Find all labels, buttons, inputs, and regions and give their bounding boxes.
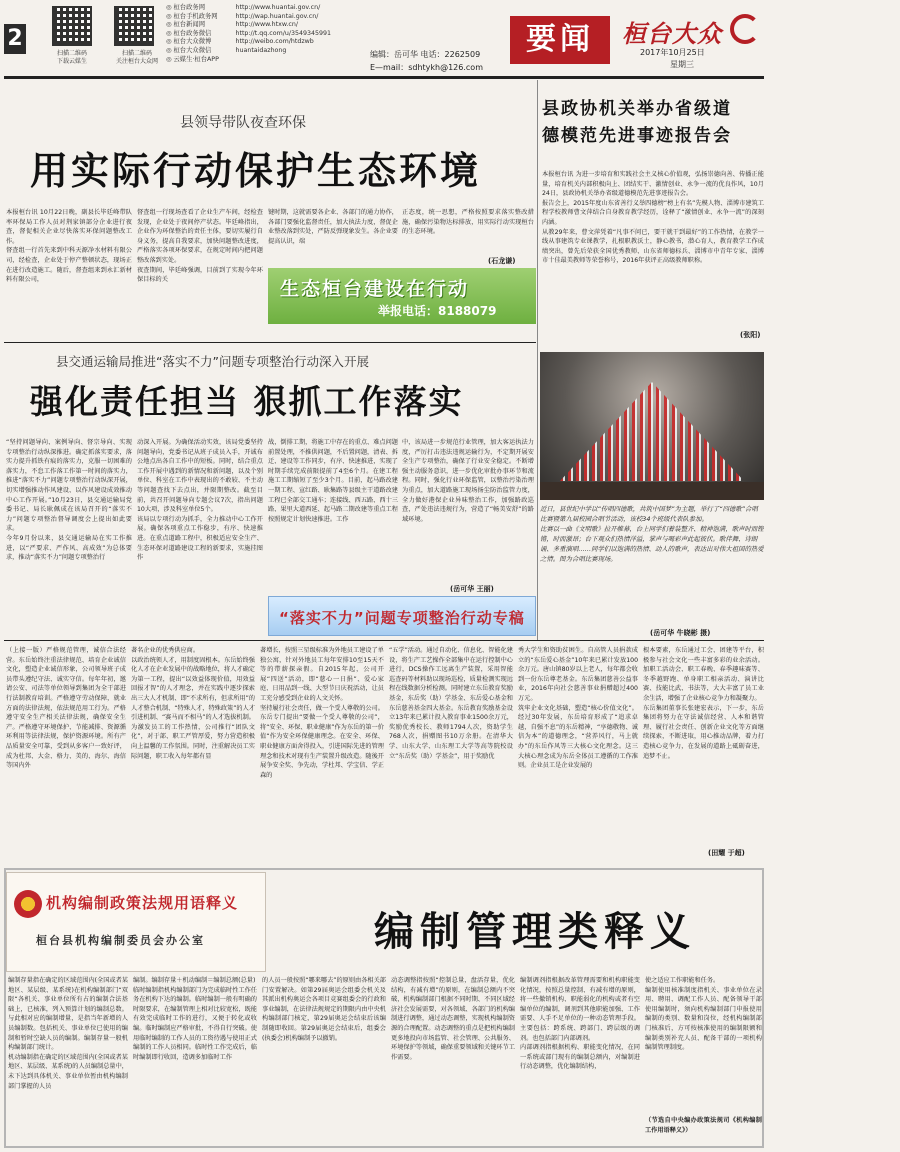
editor-email[interactable]: E—mail：sdhtykh@126.com [370,63,483,72]
media-link[interactable]: ◎ 云媒生·桓台APP [166,55,219,63]
article1-byline: (石龙谦) [488,257,516,265]
article4-col2: 著名企业的优秀供应商。 以政治统领人才，用制度固根本。东岳始终强化人才在企业发展中的战略地位，将人才确定为第一工程，提出“以效益体现价值，用效益回报才智”的人才理念，并在实践中逐步探索出三大人才机制、即“不求所有，但求所用”的人才整合机制、“特殊人才，特殊政策”的人才引进机制、“赛马而不相马”的人才选拔机制。为激发员工的工作热情，公司推行“团队文化”，对于部、职工严管厚爱，努力营造积极向上温馨的工作氛围。同时，注重解决员工实际问题，职工收入每年都有显 [131,647,255,760]
qr-code-icon [52,6,92,46]
link-url[interactable]: http://www.htxw.cn/ [235,21,298,29]
article3-byline: (张阳) [740,331,761,339]
link-name: 云媒生·桓台APP [173,55,219,63]
stage-figure [540,482,764,500]
article1-col3: 键时期，这就需要各企业、各部门的通力协作，各部门要强化监督责任，加大执法力度，督促企业整改落到实处，严防反弹现象发生。各企业要提高认识，端 [268,209,398,245]
media-link[interactable]: ◎ 桓台政务网 http://www.huantai.gov.cn/ [166,4,321,11]
link-url[interactable]: huantaidazhong [235,46,287,54]
media-link[interactable]: ◎ 桓台新闻网 http://www.htxw.cn/ [166,21,298,29]
article2-byline: (岳可华 王丽) [450,585,494,593]
special-banner-title: “落实不力”问题专项整治行动专稿 [279,609,525,627]
article4-byline: (田耀 于超) [708,849,745,857]
column-divider [537,80,538,640]
article5-col4: 动态调整指按照“控制总量，盘活存量，优化结构，有减有增”的原则，在编制总额内不突破，机构编制部门根据不同时期、不同区域经济社会发展需要，对各领域、各部门的机构编制进行调整，通过动态调整，实现机构编制资源的合理配置。动态调整的重点是把机构编制更多地投向市场监管、社会管理、公共服务、环境保护等领域，确保重要领域和关键环节工作需要。 [391,977,515,1061]
link-name: 桓台政务网 [173,4,205,11]
eco-campaign-banner [268,268,536,324]
brand-logo-icon [730,14,760,44]
media-links [166,4,331,64]
article1-col1: 本报桓台讯 10月22日晚，副县长毕廷峰带队率环保局工作人员对荆家镇部分企业进行夜查，督促相关企业尽快落实环保问题整改工作。 督查组一行首先来到中科天源净水材料有限公司，经检查，企业处于停产整顿状态，现场正在进行改造施工。随后，督查组来到永汇新材料有限公司， [6,209,132,284]
divider [4,640,764,641]
article1-col4: 正态度，统一思想，严格按照要求落实整改措施，确保污染物达标排放，用实际行动实现桓台的生态环境。 [402,209,534,236]
masthead-brand: 桓台大众 [622,19,722,48]
campaign-special-banner [268,596,536,636]
article4-col5: 秀大学生和资助贫困生。自高管人员捐款成立的“东岳爱心基金”10年来已累计发放100余万元。唐山镇80岁以上老人，每年都会收到一份东岳尊老基金。东岳集团慈善公益事业，2016年向社会慈善事业捐赠超过400万元。 筑牢企业文化基础，塑造“核心价值文化”。经过30年发展，东岳培育形成了“追求卓越，自强不息”的东岳精神，“享德敬物、诚信为本”的道德理念，“营养风行，马上就办”的东岳作风等三大核心文化理念。这三大核心理念成为东岳全体员工遵循的工作准则。企业员工是企业发展的 [518,647,638,770]
article4-col1: （上接一版）严格规范管理，诚信合法经营。东岳始终注重法律规范、培育企业诚信文化，塑造企业诚信形象，公司领导班子成员带头遵纪守法、诚实守信。每年年初，邀请公安、司法等单位领导到集团为全干部进行法制教育培训。严格遵守劳动保障，就业方面的法律法规，依法规范用工行为。严格遵守安全生产相关法律法规，确保安全生产。严格遵守环境保护、节能减排、资源循环利用等法律法规，保护资源环境。所有产品质量安全可靠，受到从多客户一致好评，成为杜邦、大金、格力、美的、海尔、海信等国内外 [6,647,126,770]
article2-headline: 强化责任担当 狠抓工作落实 [30,382,464,421]
link-name: 桓台新闻网 [173,21,205,29]
article1-headline: 用实际行动保护生态环境 [30,148,482,193]
media-link[interactable]: ◎ 桓台大众微信 huantaidazhong [166,46,287,54]
article5-col3: 的人员一般按照“哪来哪去”的原则由各相关部门安置解决。如第29届奥运会组委会机关及其派出机构奥运会各项目竞赛组委会的行政和事业编制，在法律法规规定的期限内由中央机构编制部门核定，第29届奥运会结束后该编制随即收回。第29届奥运会结束后，组委会(执委会)机构编制予以撤销。 [262,977,386,1042]
article3-body: 本报桓台讯 为进一步培育和实践社会主义核心价值观，弘扬崇德向善、传播正能量，培育机关内部积极向上、团结实干、激情创业、永争一流的优良作风，10月24日，县政协机关举办省级道德模范先进事迹报告会。 报告会上，2015年度山东省善行义举四德榜“榜上有名”先模人物、淄博市建筑工程学校教师曹文萍结合自身教育教学经历，诠释了“激情创业、永争一流”的深刻内涵。 从教29年来，曹文萍凭着“凡事不问已，要干就干到最好”的工作热情，在教学一线从事建筑专业课教学，扎根职教沃土，静心教书，潜心育人，教育教学工作成绩突出，曾先后荣获全国优秀教师、山东省师德标兵、淄博市中青年专家、淄博市十佳最美教师等荣誉称号，2016年获评正高级教师职称。 [542,171,764,265]
article3-headline-line1: 县政协机关举办省级道 [542,99,732,119]
article2-col3: 战，倒排工期，将施工中存在的重点、难点问题前置处理，不推供问题，不后置问题，清表、拆迁、建设等工作同步，有序、快速推进，实现了时期手续完成前限提前了4至6个月。在建工程施工工期缩短了至少3个月。目前，起马路改建一期工程、宣红路、耿集路等县级主干道路改建工程已全部交工通车；连接线、西五路、西十三路、果里大道西延、起马路二期改建等重点工程按照规定计划快速推进。工作 [268,439,398,523]
article2-kicker: 县交通运输局推进“落实不力”问题专项整治行动深入开展 [56,354,369,369]
photo-byline: (岳可华 牛晓彬 摄) [650,629,711,637]
policy-notice-box [6,872,266,972]
article2-col2: 动深入开展。为确保活动实效，该局党委坚持问题导向，党委书记从班子成员入手，开诚布公地点出各自工作中的短板。同时，结合重点工作开展中遇到的新情况和新问题，以及个别单位、科室在工作中表现出的不敢较、不主动等问题查找下去点出，并限期整改。截至目前，共召开问题导向专题会议7次，指出问题10大项，涉及科室单位5个。 该局以专项行动为抓手，全力推动中心工作开展。确保各项重点工作稳步，有序、快速推进。在重点道路工程中，积极适应安全生产、生态环保对道路建设工程的新要求，实施挂图作 [137,439,263,562]
article5-headline: 编制管理类释义 [374,908,696,955]
qr-code-icon [114,6,154,46]
eco-banner-title: 生态桓台建设在行动 [280,278,470,300]
editor-line: 编辑：岳可华 电话：2262509 [370,50,481,59]
link-url[interactable]: http://t.qq.com/u/3549345991 [235,29,332,37]
article5-byline: （节选自中央编办政策法规司《机构编制工作用语释义》） [645,1117,762,1134]
article5-col6: 使之适应工作职能和任务。 编制使用核准制度指机关、事业单位在录用、聘用、调配工作人员、配备领导干部使用编制时，须向机构编制部门申报使用编制的类别、数量和岗位，经机构编制部门核准后，方可按核准使用的编制限额和编制类别补充人员、配备干部的一项机构编制管理制度。 [645,977,762,1052]
qr-code-follow[interactable] [114,6,154,46]
section-label: 要闻 [510,16,610,64]
article2-col1: “坚持问题导向、案例导向、督宗导向、实现专项整治行动纵深推进。确定抓落实要求，落实力提升抓铁有痕的落实力，克服一切困难的落实力，不怠工作落工作第一时间的落实力，推进“落实不力”问题专项整治行动纵深开展，切实增强推动作风建设、以作风建设成效推动中心工作开展。”10月23日，县交通运输局党委书记、局长耿佩成在该局召开的“落实不力”问题专项整治督导调度会上提出如此要求。 今年9月份以来，县交通运输局在实工作推进，以“严要求、严作风、高成效”为总体要求，推动“落实不力”问题专项整治行 [6,439,132,562]
link-name: 桓台大众微信 [173,46,212,54]
link-url[interactable]: http://wap.huantai.gov.cn/ [235,12,319,20]
media-link[interactable]: ◎ 桓台手机政务网 http://wap.huantai.gov.cn/ [166,12,319,20]
qr-code-download[interactable] [52,6,92,46]
qr-caption-download: 扫描二维码 下载云媒生 [56,50,87,65]
article3-headline [542,96,732,150]
article5-col1: 编制存量指在确定的区域范围内(全国或者某地区、某层级、某系统)在机构编制部门“双限“各机关、事业单位所有占的编制合法基础上，已核准，列入预算计划的编制总数。与此相对应的编制增量，是指当年新增的人员编制数。包括机关、事业单位已使用的编制和暂时空缺人员的编制。编制存量一般机构编制部门统计。 机动编制指在确定的区域范围内(全国或者某地区、某层级、某系统)的人员编制总量中，未下达到具体机关、事业单位暂由机构编制部门掌握的人员 [8,977,128,1090]
date-text: 2017年10月25日 [640,48,705,57]
qr-caption-follow: 扫描二维码 关注桓台大众网 [115,50,158,65]
article4-col4: “五学”活动。通过自动化、信息化、智能化建设，将生产工艺操作全部集中在运行控制中心进行，DCS操作工远离生产装置，采用智能巡查码等材料助以现场巡检，质量检测实现远程在线数据分析检测。同时建立东岳教育奖励基金，东岳奖（助）学基金、东岳爱心基金和东岳慈善基金四大基金。东岳教育奖励基金设立13年来已累计投入教育事业1500余万元，奖励优秀校长、教师1794人次，资助学生768人次，捐赠图书10万余册。在清华大学、山东大学、山东理工大学等高等院校设立“东岳奖（助）学基金”，用于奖励优 [389,647,513,760]
header-rule [4,76,764,79]
link-name: 桓台手机政务网 [173,12,218,20]
page-number: 2 [4,24,26,54]
article1-kicker: 县领导带队夜查环保 [180,115,306,131]
article5-col2: 编制。编制存量＋机动编制＝编制总额(总量) 临时编制指机构编制部门为完成临时性工作任务在机构下达的编制。临时编制一般有明确的时限要求，在编制管理上相对比较宽松，既能有效完成临时工作的进行，又便于转化或收编。临时编制应严格审批，不得自行突破。使用临时编制的工作人员的工资待遇与使用正式编制的工作人员相同。临时性工作完成后，临时编制即行收回，造调多加临时工作 [133,977,257,1061]
article1-col2: 督查组一行现场查看了企业生产车间，经检查发现，企业处于夜间停产状态。毕廷峰指出，企业作为环保整治的责任主体，要切实履行自身义务，提高自我要求，加快问题整改进度，严格落实各项环保要求，在规定时间内把问题整改落到实处。 夜查期间，毕廷峰强调，目前到了实现今年环保目标的关 [137,209,263,284]
link-name: 桓台大众微博 [173,38,212,46]
link-name: 桓台政务微信 [173,29,212,37]
policy-notice-title: 机构编制政策法规用语释义 [46,894,239,912]
article4-col6: 根本要素，东岳通过工会、团建等平台，积极参与社会文化一些丰富多彩的业余活动。加职工活动会、职工春晚、春季趣味赛等、冬季越野跑、单身职工相亲活动、演讲比赛、技能比武、书法等，大大丰富了员工业余生活，增强了企业核心竞争力和凝聚力。 东岳集团董事长张建宏表示，下一步，东岳集团将努力在守法诚信经营、人本和谐管理、履行社会责任、创新企业文化等方面继续探索，不断进取，用心推动品牌，着力打造核心竞争力，在发展的道路上砥砺奋进，追梦不止。 [643,647,764,760]
eco-banner-hotline: 举报电话：8188079 [378,304,497,318]
article4-col3: 著增长，按照三星级标准为外地员工建设了单独公寓，针对外地员工每年安排10至15天不等的带薪探亲假。自2015年起，公司开展“四送”活动，即“慈心一日捐”、爱心家庭、日用品到一线、大型节日庆祝活动，让员工充分感受到企业的人文关怀。 坚持履行社会责任，做一个受人尊敬的公司。东岳专门提出“要做一个受人尊敬的公司”，将“安全、环保、职业健康”作为东岳的第一价值“作为安全环保健康理念。在安全、环保、职业健康方面舍得投入，引进国际先进的管理理念和技术对现有生产装置升级改造。随後开展争安全奖、争先动，学杜邦、学宝信、学正森的 [260,647,384,779]
issue-date [640,47,705,71]
link-url[interactable]: http://weibo.com/htdzwb [235,38,314,46]
divider [4,342,536,343]
photo-caption: 近日，县世纪中学以“传唱四德歌，共筑中国梦”为主题，举行了“四德歌”合唱比赛暨第九届校园合唱节活动，该校34个班级代表队参加。 比赛以一曲《文明歌》拉开帷幕，台上同学们着装整齐、精神饱满，歌声时而铿锵，时而激昂；台下观众们热情洋溢，掌声与喝彩声此起彼伏。歌伴舞、诗朗诵、多重演唱……同学们以饱满的热情、动人的歌声，表达出对伟大祖国的热爱之情。图为合唱比赛现场。 [540,505,764,563]
article3-headline-line2: 德模范先进事迹报告会 [542,126,732,146]
choir-photo [540,352,764,500]
media-link[interactable]: ◎ 桓台政务微信 http://t.qq.com/u/3549345991 [166,29,332,37]
weekday-text: 星期三 [670,60,694,69]
article5-col5: 编制调剂指根据改革管理需要和机构职能变化情况，按照总量控制、有减有增的原则，将一些撤销机构、职能弱化的机构或者有空编单位的编制，调剂到其他职能加强、工作需要、人手不足单位的一种动态管理手段。主要包括：跨系统、跨部门、跨层级的调剂。也包括部门内部调剂。 内部调剂指根据机构、职能变化情况，在同一系统或部门现有的编制总额内，对编制进行动态调整，优化编制结构， [520,977,640,1071]
editor-info [370,48,483,74]
link-url[interactable]: http://www.huantai.gov.cn/ [235,4,321,11]
party-emblem-icon [14,890,42,918]
choir-figure [560,382,744,492]
article2-col4: 中，该局进一步规范行业管理，加大客运执法力度，严厉打击违法违规运输行为，不定期开展安全生产专项整治，确保了行业安全稳定。不断增强主动服务意识，进一步优化审批办事环节和流程。同时，强化行业环保监管，以整治污染治理为重点，加大道路施工现场扬尘防治监管力度，全力做好港保企业异味整治工作，加强路政巡查，严处违法违规行为，营造了“畅美安舒”的路域环境。 [402,439,534,523]
media-link[interactable]: ◎ 桓台大众微博 http://weibo.com/htdzwb [166,38,314,46]
policy-notice-org: 桓台县机构编制委员会办公室 [36,934,205,947]
